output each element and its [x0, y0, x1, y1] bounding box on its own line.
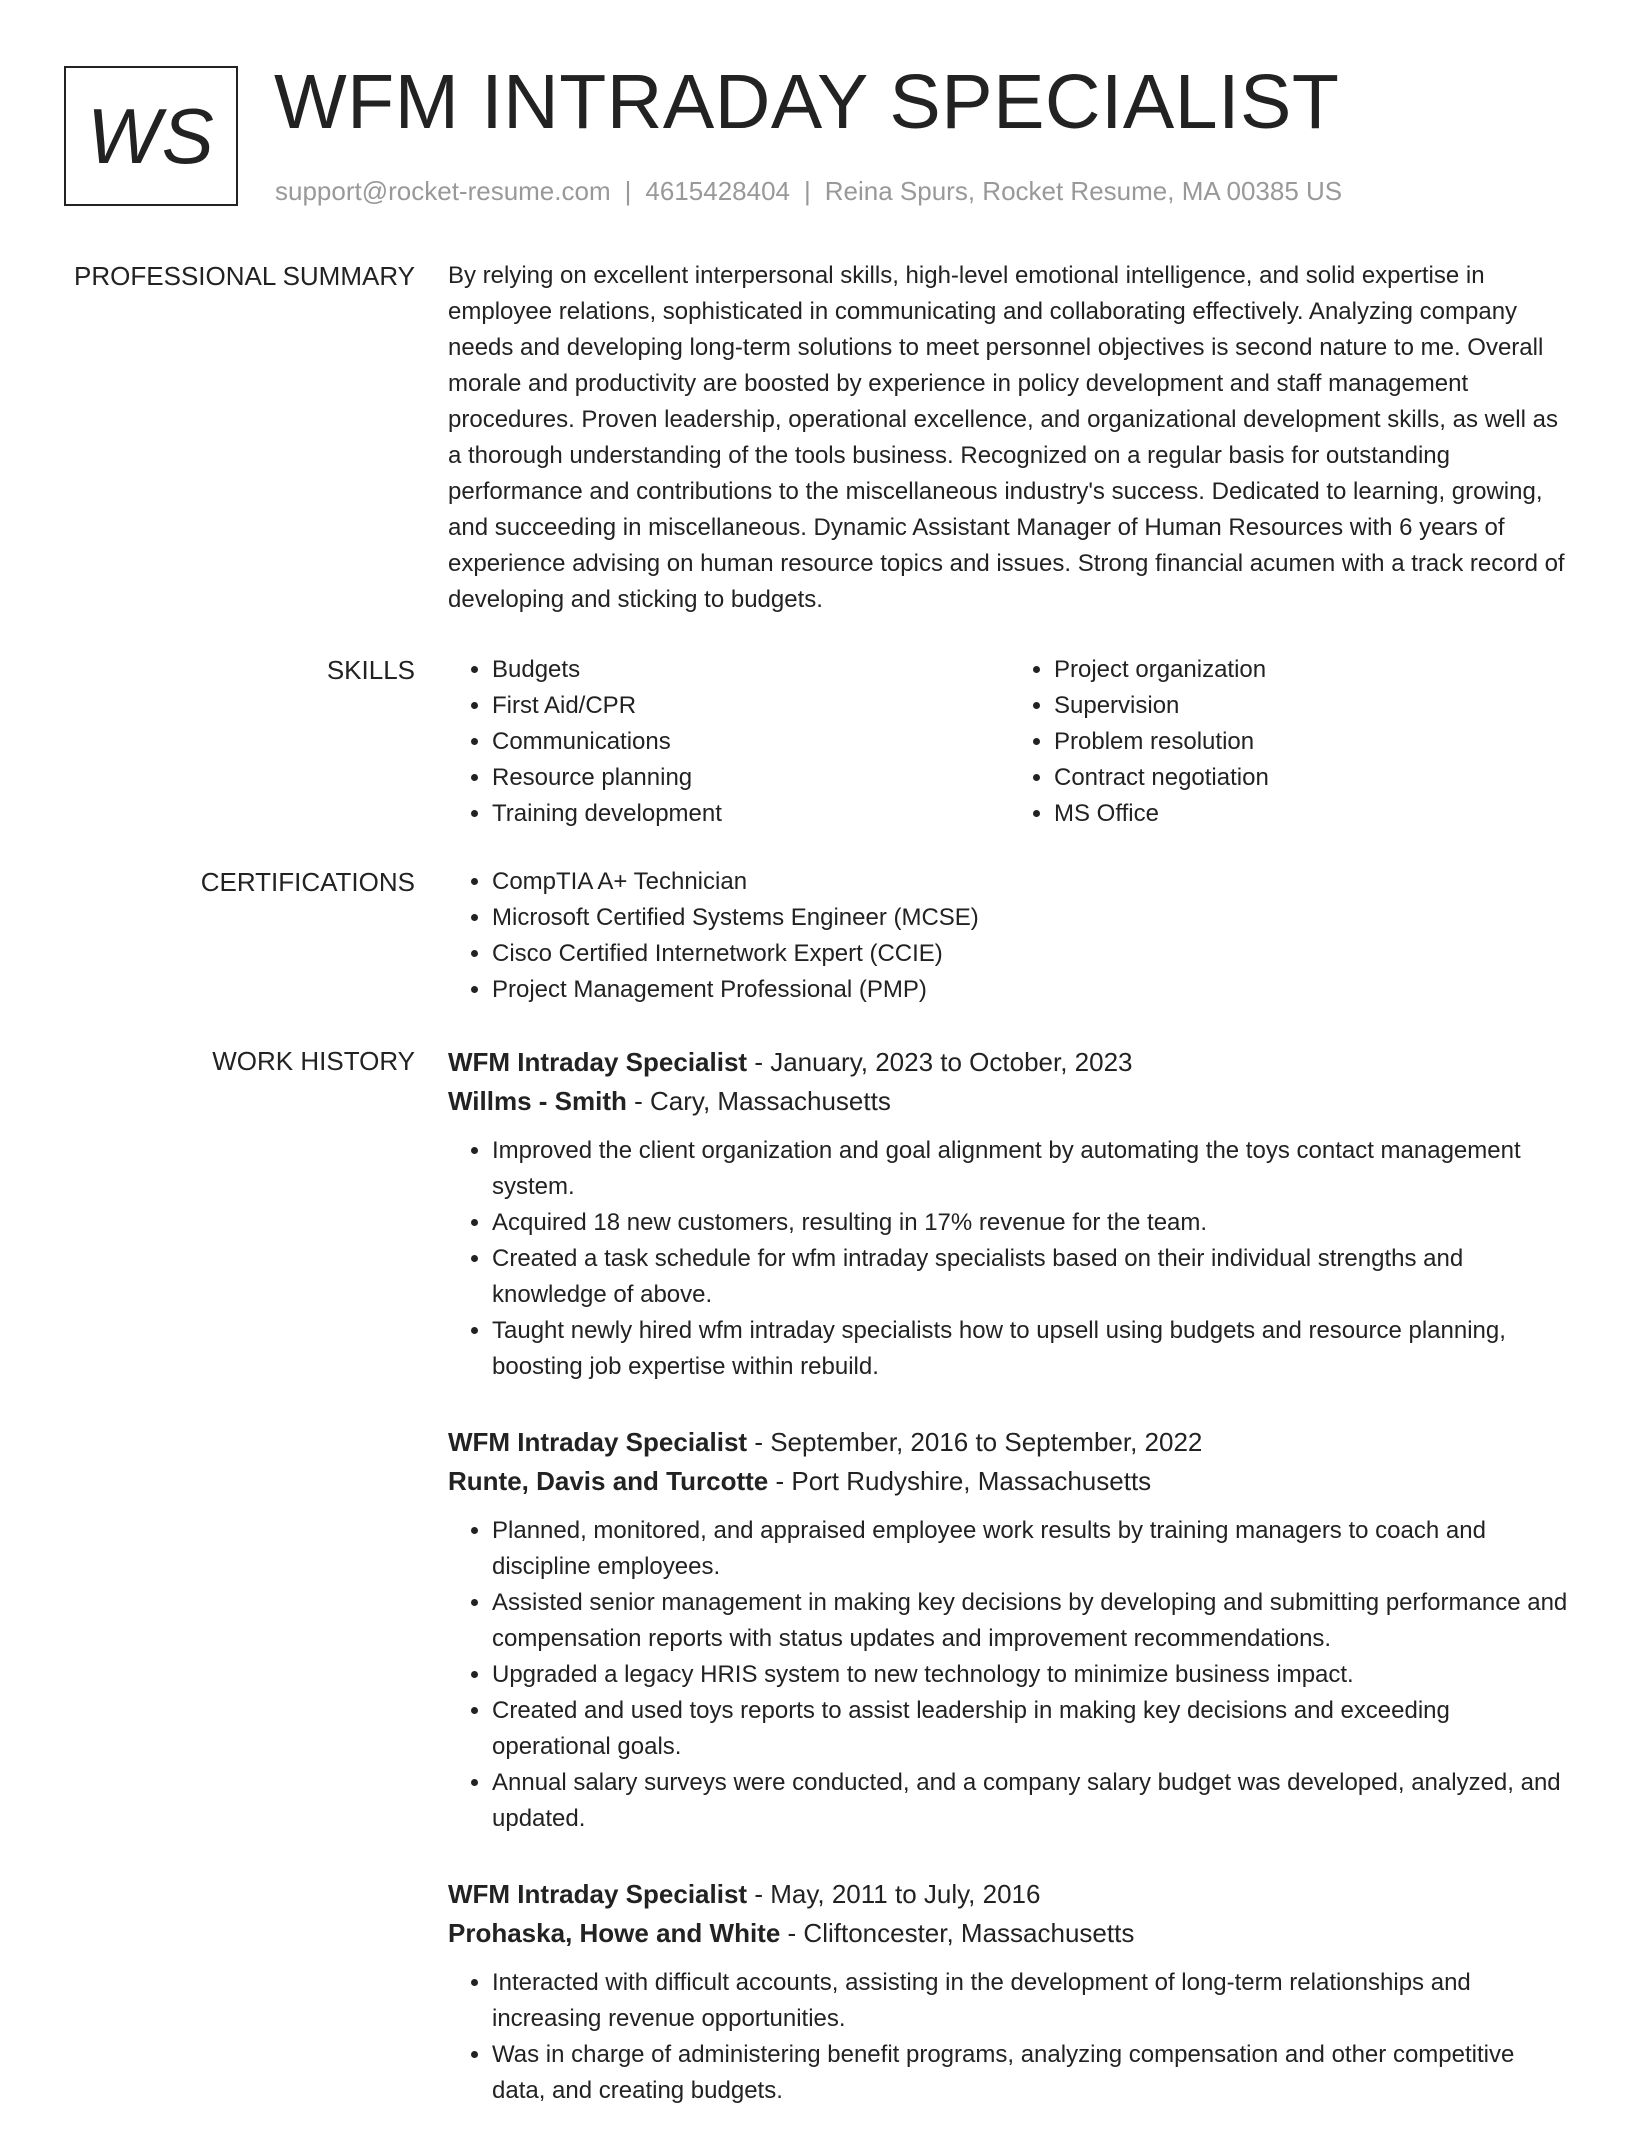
job-bullet: • Improved the client organization and goal alignment by automating the toys contact management system. — [492, 1133, 1572, 1205]
monogram-initials: WS — [87, 91, 215, 180]
job-company: Runte, Davis and Turcotte — [448, 1466, 769, 1496]
job-bullets — [448, 1133, 1572, 1385]
skills-column-1 — [448, 652, 1010, 832]
contact-address: Reina Spurs, Rocket Resume, MA 00385 US — [824, 176, 1343, 206]
job-bullet: • Created and used toys reports to assist leadership in making key decisions and exceeding operational goals. — [492, 1693, 1572, 1765]
certification-item: • CompTIA A+ Technician — [492, 864, 1572, 900]
skills-body — [448, 652, 1572, 832]
job-company-line — [448, 1082, 1572, 1121]
job-title-line — [448, 1875, 1572, 1914]
job-bullet: • Taught newly hired wfm intraday specialists how to upsell using budgets and resource planning, boosting job expertise within rebuild. — [492, 1313, 1572, 1385]
job-company: Willms - Smith — [448, 1086, 627, 1116]
skill-item: • MS Office — [1054, 796, 1572, 832]
skill-item: • Supervision — [1054, 688, 1572, 724]
job-bullet: • Assisted senior management in making key decisions by developing and submitting performance and compensation reports with status updates and improvement recommendations. — [492, 1585, 1572, 1657]
resume-name: WFM INTRADAY SPECIALIST — [274, 59, 1340, 145]
skill-item: • Training development — [492, 796, 1010, 832]
contact-separator: | — [804, 176, 811, 206]
job-bullet: • Acquired 18 new customers, resulting in 17% revenue for the team. — [492, 1205, 1572, 1241]
job-bullets — [448, 1965, 1572, 2109]
skill-item: • Contract negotiation — [1054, 760, 1572, 796]
contact-separator: | — [624, 176, 632, 206]
job-title-line — [448, 1423, 1572, 1462]
job-bullet: • Planned, monitored, and appraised employee work results by training managers to coach and discipline employees. — [492, 1513, 1572, 1585]
job-location: - Cary, Massachusetts — [634, 1086, 891, 1116]
certifications-body — [448, 864, 1572, 1008]
section-title-skills: SKILLS — [326, 655, 415, 685]
skill-item: • Problem resolution — [1054, 724, 1572, 760]
job-dates: - September, 2016 to September, 2022 — [754, 1427, 1203, 1457]
section-title-summary: PROFESSIONAL SUMMARY — [74, 261, 415, 291]
contact-email[interactable]: support@rocket-resume.com — [275, 176, 611, 206]
section-title-certifications: CERTIFICATIONS — [200, 867, 415, 897]
skill-item: • Project organization — [1054, 652, 1572, 688]
job-company-line — [448, 1914, 1572, 1953]
job-title: WFM Intraday Specialist — [448, 1879, 748, 1909]
contact-phone[interactable]: 4615428404 — [645, 176, 790, 206]
certification-item: • Cisco Certified Internetwork Expert (CCIE) — [492, 936, 1572, 972]
job-location: - Cliftoncester, Massachusetts — [787, 1918, 1135, 1948]
job-bullets — [448, 1513, 1572, 1837]
skill-item: • Resource planning — [492, 760, 1010, 796]
job-dates: - January, 2023 to October, 2023 — [754, 1047, 1133, 1077]
job-bullet: • Was in charge of administering benefit programs, analyzing compensation and other competitive data, and creating budgets. — [492, 2037, 1572, 2109]
job-bullet: • Interacted with difficult accounts, assisting in the development of long-term relationships and increasing revenue opportunities. — [492, 1965, 1572, 2037]
certification-item: • Project Management Professional (PMP) — [492, 972, 1572, 1008]
job-bullet: • Upgraded a legacy HRIS system to new technology to minimize business impact. — [492, 1657, 1572, 1693]
skills-column-2 — [1010, 652, 1572, 832]
job-bullet: • Annual salary surveys were conducted, and a company salary budget was developed, analyzed, and updated. — [492, 1765, 1572, 1837]
job-title: WFM Intraday Specialist — [448, 1047, 748, 1077]
certifications-list — [448, 864, 1572, 1008]
job-entry — [448, 1875, 1572, 2109]
summary-text: By relying on excellent interpersonal skills, high-level emotional intelligence, and solid expertise in employee relations, sophisticated in communicating and collaborating effectively. Analyzing company needs and developing long-term solutions to meet personnel objectives is second nature to me. Overall morale and productivity are boosted by experience in policy development and staff management procedures. Proven leadership, operational excellence, and organizational development skills, as well as a thorough understanding of the tools business. Recognized on a regular basis for outstanding performance and contributions to the miscellaneous industry's success. Dedicated to learning, growing, and succeeding in miscellaneous. Dynamic Assistant Manager of Human Resources with 6 years of experience advising on human resource topics and issues. Strong financial acumen with a track record of developing and sticking to budgets. — [448, 262, 1565, 613]
contact-line — [275, 176, 1342, 206]
job-dates: - May, 2011 to July, 2016 — [754, 1879, 1041, 1909]
certification-item: • Microsoft Certified Systems Engineer (MCSE) — [492, 900, 1572, 936]
job-entry — [448, 1423, 1572, 1837]
monogram-badge — [64, 66, 238, 206]
job-company-line — [448, 1462, 1572, 1501]
job-title: WFM Intraday Specialist — [448, 1427, 748, 1457]
summary-body — [448, 258, 1572, 618]
job-title-line — [448, 1043, 1572, 1082]
work-history-body — [448, 1043, 1572, 2147]
job-entry — [448, 1043, 1572, 1385]
section-title-work-history: WORK HISTORY — [212, 1046, 415, 1076]
job-company: Prohaska, Howe and White — [448, 1918, 781, 1948]
skill-item: • Communications — [492, 724, 1010, 760]
job-bullet: • Created a task schedule for wfm intraday specialists based on their individual strengths and knowledge of above. — [492, 1241, 1572, 1313]
skill-item: • Budgets — [492, 652, 1010, 688]
job-location: - Port Rudyshire, Massachusetts — [775, 1466, 1152, 1496]
skill-item: • First Aid/CPR — [492, 688, 1010, 724]
